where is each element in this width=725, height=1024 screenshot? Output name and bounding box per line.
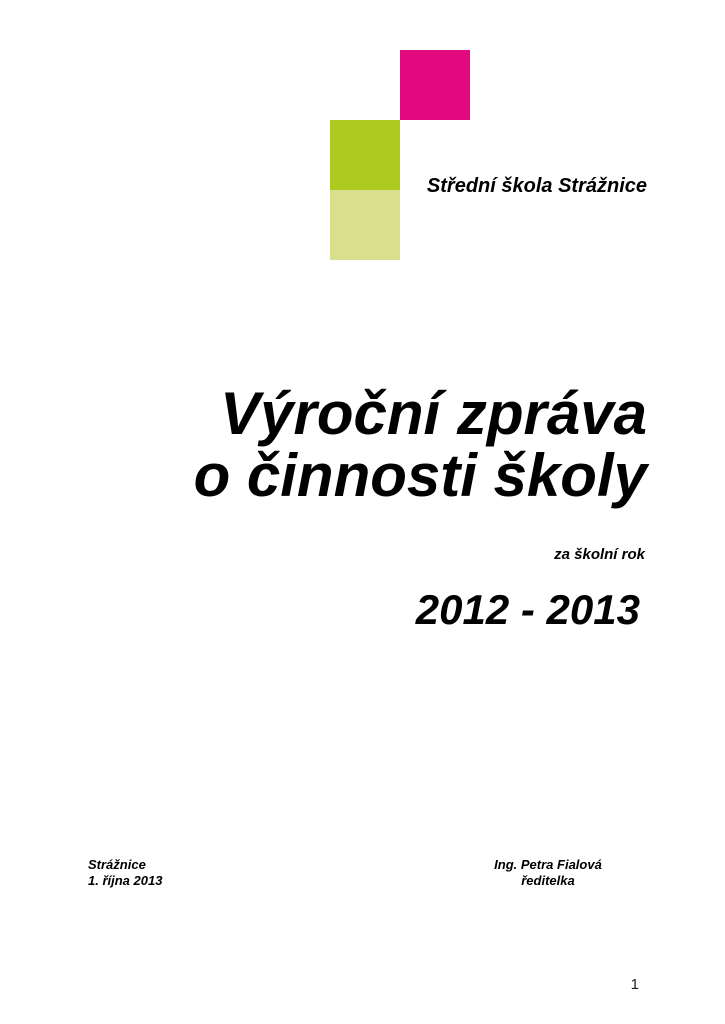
document-title: [193, 380, 647, 509]
document-title-line2: o činnosti školy: [193, 442, 647, 509]
school-name: Střední škola Strážnice: [426, 175, 647, 197]
footer-signatory-name: Ing. Petra Fialová: [494, 857, 602, 872]
footer-date: 1. října 2013: [88, 873, 163, 888]
logo-green-square-icon: [330, 120, 400, 190]
logo-pink-square-icon: [400, 50, 470, 120]
footer-signatory-role: ředitelka: [521, 873, 575, 888]
page-number: 1: [630, 976, 639, 993]
subtitle: za školní rok: [554, 546, 645, 563]
school-year: 2012 - 2013: [415, 586, 640, 633]
footer-place: Strážnice: [88, 857, 146, 872]
footer-signatory: [470, 857, 626, 889]
footer-place-date: [88, 857, 162, 889]
logo-light-green-square-icon: [330, 190, 400, 260]
document-title-line1: Výroční zpráva: [220, 380, 647, 447]
